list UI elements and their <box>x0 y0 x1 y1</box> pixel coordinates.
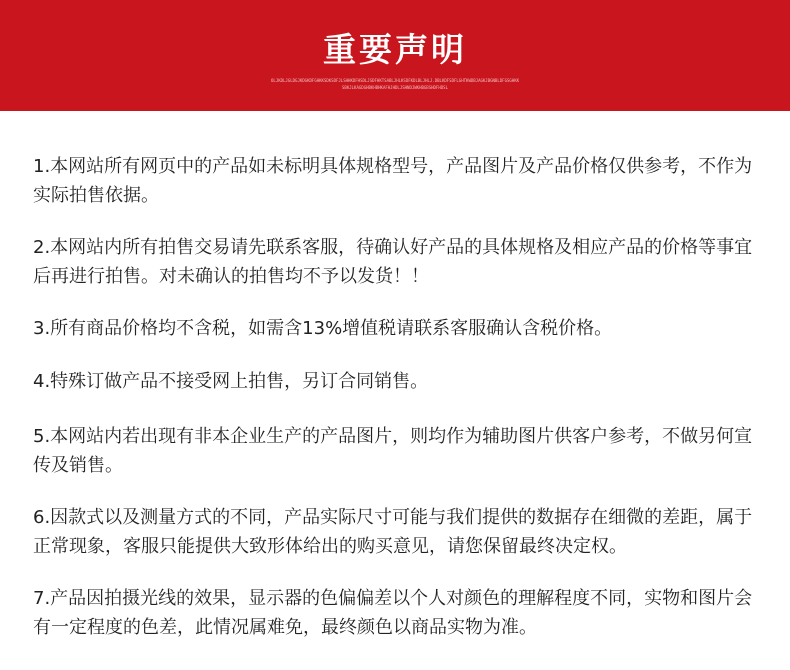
notice-item-2: 2.本网站内所有拍售交易请先联系客服，待确认好产品的具体规格及相应产品的价格等事宜后再进行拍售。对未确认的拍售均不予以发货！！ <box>33 237 753 287</box>
page-title: 重要声明 <box>323 30 467 69</box>
header-banner <box>0 0 790 111</box>
notice-item-6: 6.因款式以及测量方式的不同，产品实际尺寸可能与我们提供的数据存在细微的差距，属于正常现象，客服只能提供大致形体给出的购买意见，请您保留最终决定权。 <box>33 507 753 557</box>
notice-item-7: 7.产品因拍摄光线的效果，显示器的色偏偏差以个人对颜色的理解程度不同，实物和图片会有一定程度的色差，此情况属难免，最终颜色以商品实物为准。 <box>33 588 753 638</box>
notice-item-3: 3.所有商品价格均不含税，如需含13%增值税请联系客服确认含税价格。 <box>33 318 613 339</box>
notice-item-4: 4.特殊订做产品不接受网上拍售，另订合同销售。 <box>33 371 429 392</box>
notice-item-5: 5.本网站内若出现有非本企业生产的产品图片，则均作为辅助图片供客户参考，不做另何宣传及销售。 <box>33 426 753 476</box>
notice-item-1: 1.本网站所有网页中的产品如未标明具体规格型号，产品图片及产品价格仅供参考，不作为实际拍售依据。 <box>33 156 753 206</box>
decorative-subtitle: OLJKDLJGLDGJKDGKDFGHKKSDKSDFJLSHHKDFHSDLJSDFHKTSABLJHLKSDFKDLBLJHLJ.DBLKDFSDFLGHTKWDBJAGKJBGNBLDFGSGHKKSBKJLKAGDGHBKHBHKAFHJHDLJSHNDJWKHBGBSHDFHDSL <box>270 78 520 90</box>
